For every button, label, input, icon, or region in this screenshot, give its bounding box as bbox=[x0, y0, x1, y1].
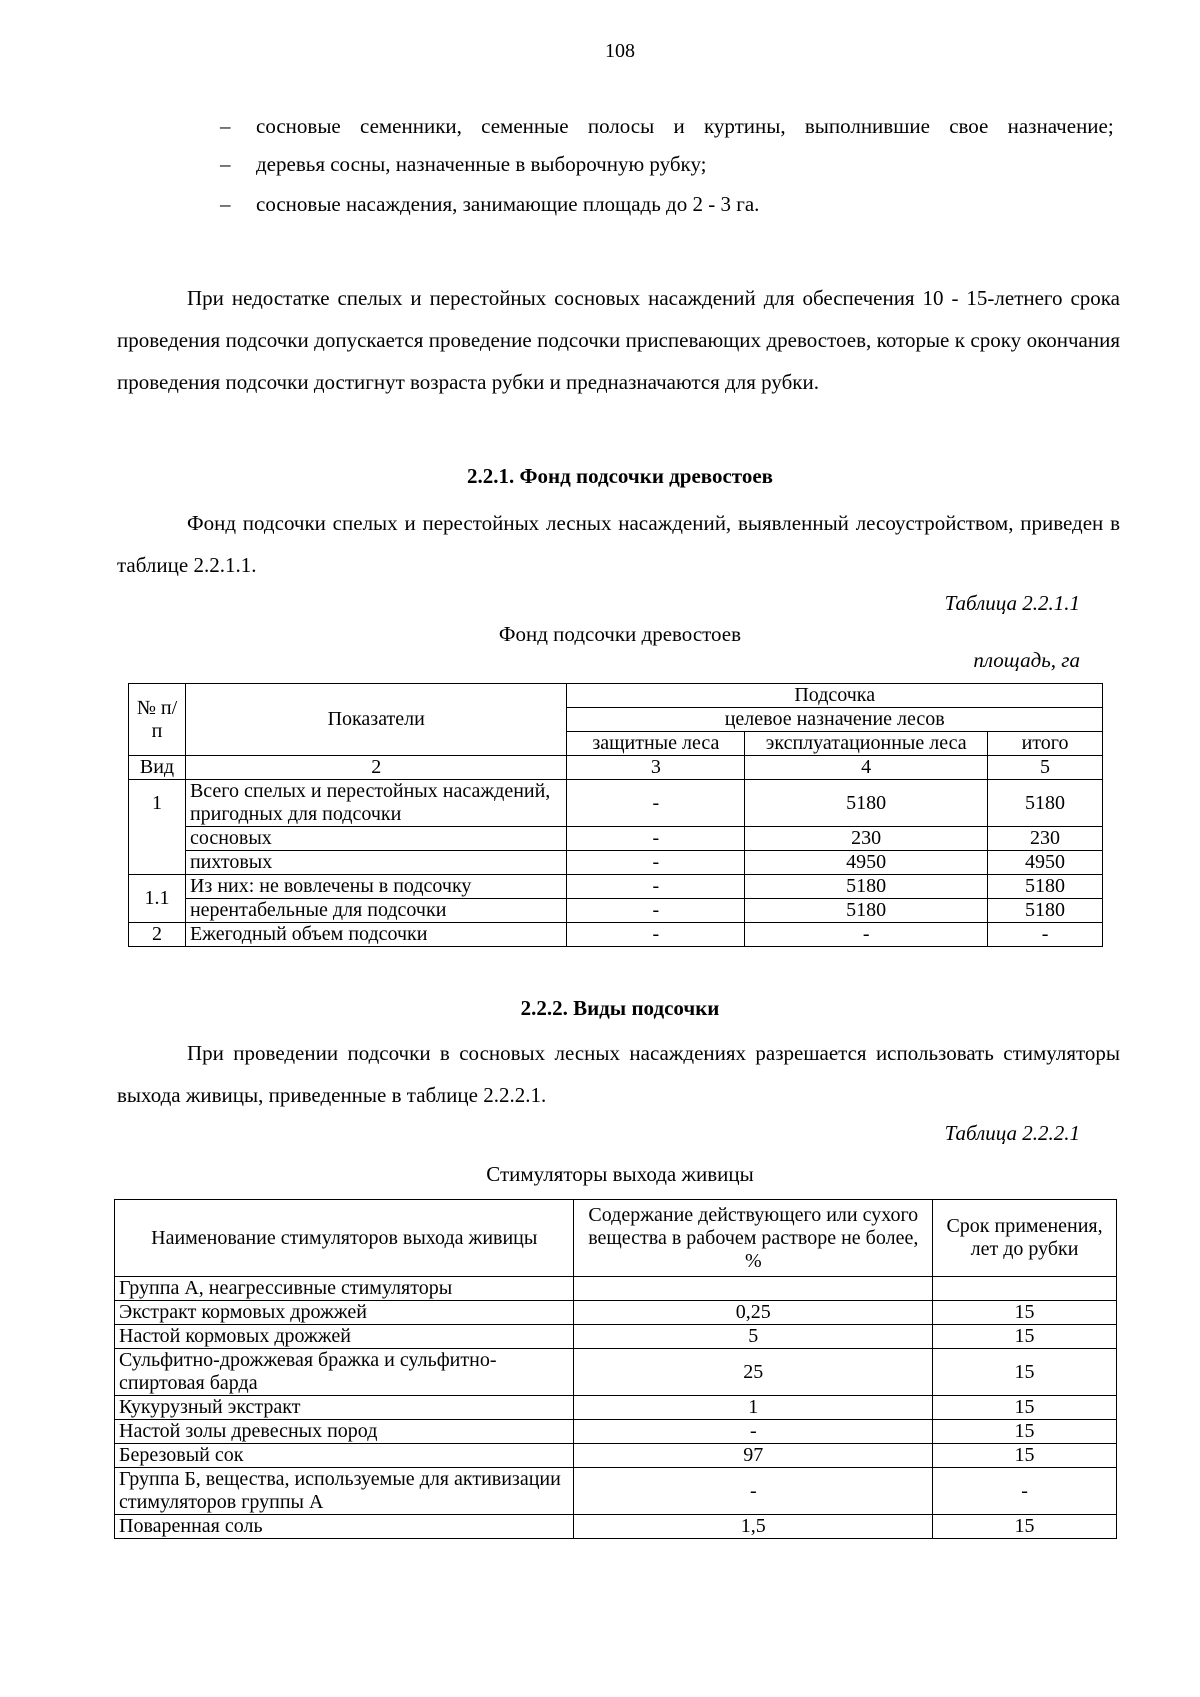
row-exploitation: 4950 bbox=[745, 851, 988, 875]
table2-title: Стимуляторы выхода живицы bbox=[486, 1162, 754, 1186]
bullet-text: сосновые насаждения, занимающие площадь до 2 - 3 га. bbox=[256, 192, 760, 216]
table-row bbox=[115, 1277, 1117, 1301]
table-row bbox=[129, 756, 1103, 780]
header-content: Содержание действующего или сухого вещества в рабочем растворе не более, % bbox=[574, 1200, 933, 1277]
row-protective: - bbox=[567, 923, 745, 947]
row-protective: - bbox=[567, 899, 745, 923]
row-label: нерентабельные для подсочки bbox=[185, 899, 566, 923]
col-number: 2 bbox=[185, 756, 566, 780]
header-exploitation: эксплуатационные леса bbox=[745, 732, 988, 756]
row-content: 1 bbox=[574, 1396, 933, 1420]
row-content bbox=[574, 1277, 933, 1301]
table-row bbox=[129, 923, 1103, 947]
fund-table bbox=[128, 683, 1103, 947]
table-row bbox=[115, 1468, 1117, 1515]
header-protective: защитные леса bbox=[567, 732, 745, 756]
paragraph-shortage: При недостатке спелых и перестойных сосновых насаждений для обеспечения 10 - 15-летнего срока проведения подсочки допускается проведение подсочки приспевающих древостоев, которые к сроку окончания проведения подсочки достигнут возраста рубки и предназначаются для рубки. bbox=[117, 286, 1120, 394]
page-number: 108 bbox=[605, 40, 635, 62]
row-name: Настой золы древесных пород bbox=[115, 1420, 574, 1444]
header-total: итого bbox=[988, 732, 1103, 756]
row-total: - bbox=[988, 923, 1103, 947]
col-number: 4 bbox=[745, 756, 988, 780]
row-total: 5180 bbox=[988, 875, 1103, 899]
table-row bbox=[115, 1349, 1117, 1396]
row-term: 15 bbox=[933, 1325, 1117, 1349]
row-total: 5180 bbox=[988, 899, 1103, 923]
table-row bbox=[115, 1420, 1117, 1444]
row-content: 25 bbox=[574, 1349, 933, 1396]
row-exploitation: 5180 bbox=[745, 875, 988, 899]
table-row bbox=[129, 827, 1103, 851]
table-row bbox=[115, 1515, 1117, 1539]
list-item bbox=[220, 106, 1120, 146]
row-label: пихтовых bbox=[185, 851, 566, 875]
row-name: Группа А, неагрессивные стимуляторы bbox=[115, 1277, 574, 1301]
header-tapping: Подсочка bbox=[567, 684, 1103, 708]
table-row bbox=[129, 875, 1103, 899]
table1-title: Фонд подсочки древостоев bbox=[498, 622, 742, 646]
row-label: Ежегодный объем подсочки bbox=[185, 923, 566, 947]
table-row bbox=[129, 851, 1103, 875]
row-content: - bbox=[574, 1468, 933, 1515]
row-term: 15 bbox=[933, 1444, 1117, 1468]
paragraph-fund: Фонд подсочки спелых и перестойных лесных насаждений, выявленный лесоустройством, приведен в таблице 2.2.1.1. bbox=[117, 511, 1120, 577]
bullet-dash: – bbox=[220, 114, 231, 138]
section-heading-fund: 2.2.1. Фонд подсочки древостоев bbox=[466, 464, 774, 488]
table-row bbox=[115, 1325, 1117, 1349]
row-protective: - bbox=[567, 875, 745, 899]
header-name: Наименование стимуляторов выхода живицы bbox=[115, 1200, 574, 1277]
row-content: 5 bbox=[574, 1325, 933, 1349]
header-purpose: целевое назначение лесов bbox=[567, 708, 1103, 732]
row-content: 0,25 bbox=[574, 1301, 933, 1325]
row-protective: - bbox=[567, 780, 745, 827]
row-term: - bbox=[933, 1468, 1117, 1515]
header-indicators: Показатели bbox=[185, 684, 566, 756]
header-num: № п/п bbox=[129, 684, 186, 756]
table-row bbox=[129, 780, 1103, 827]
row-name: Сульфитно-дрожжевая бражка и сульфитно-спиртовая барда bbox=[115, 1349, 574, 1396]
row-name: Группа Б, вещества, используемые для активизации стимуляторов группы А bbox=[115, 1468, 574, 1515]
row-content: 97 bbox=[574, 1444, 933, 1468]
row-exploitation: 230 bbox=[745, 827, 988, 851]
row-term: 15 bbox=[933, 1349, 1117, 1396]
col-number: 3 bbox=[567, 756, 745, 780]
bullet-text: сосновые семенники, семенные полосы и куртины, выполнившие свое назначение; bbox=[256, 114, 1114, 138]
bullet-dash: – bbox=[220, 152, 231, 176]
row-num: 1 bbox=[129, 780, 186, 875]
table2-label: Таблица 2.2.2.1 bbox=[944, 1121, 1080, 1145]
row-label: Всего спелых и перестойных насаждений, пригодных для подсочки bbox=[185, 780, 566, 827]
bullet-text: деревья сосны, назначенные в выборочную рубку; bbox=[256, 152, 707, 176]
table-row bbox=[115, 1396, 1117, 1420]
table-row bbox=[115, 1301, 1117, 1325]
row-total: 230 bbox=[988, 827, 1103, 851]
row-label: Из них: не вовлечены в подсочку bbox=[185, 875, 566, 899]
row-total: 5180 bbox=[988, 780, 1103, 827]
row-name: Экстракт кормовых дрожжей bbox=[115, 1301, 574, 1325]
row-name: Березовый сок bbox=[115, 1444, 574, 1468]
section-heading-types: 2.2.2. Виды подсочки bbox=[520, 996, 720, 1020]
row-exploitation: 5180 bbox=[745, 899, 988, 923]
row-term: 15 bbox=[933, 1396, 1117, 1420]
table-row bbox=[115, 1444, 1117, 1468]
bullet-list bbox=[220, 106, 1120, 224]
row-term: 15 bbox=[933, 1301, 1117, 1325]
row-protective: - bbox=[567, 851, 745, 875]
row-protective: - bbox=[567, 827, 745, 851]
col-number: Вид bbox=[129, 756, 186, 780]
table-row bbox=[129, 899, 1103, 923]
row-num: 1.1 bbox=[129, 875, 186, 923]
row-num: 2 bbox=[129, 923, 186, 947]
row-label: сосновых bbox=[185, 827, 566, 851]
row-total: 4950 bbox=[988, 851, 1103, 875]
row-term: 15 bbox=[933, 1420, 1117, 1444]
row-name: Кукурузный экстракт bbox=[115, 1396, 574, 1420]
row-content: 1,5 bbox=[574, 1515, 933, 1539]
row-exploitation: - bbox=[745, 923, 988, 947]
row-term bbox=[933, 1277, 1117, 1301]
table1-label: Таблица 2.2.1.1 bbox=[944, 591, 1080, 615]
list-item bbox=[220, 144, 1120, 184]
row-term: 15 bbox=[933, 1515, 1117, 1539]
bullet-dash: – bbox=[220, 192, 231, 216]
row-content: - bbox=[574, 1420, 933, 1444]
list-item bbox=[220, 184, 1120, 224]
stimulators-table bbox=[114, 1199, 1117, 1539]
header-term: Срок применения, лет до рубки bbox=[933, 1200, 1117, 1277]
row-name: Настой кормовых дрожжей bbox=[115, 1325, 574, 1349]
row-exploitation: 5180 bbox=[745, 780, 988, 827]
col-number: 5 bbox=[988, 756, 1103, 780]
row-name: Поваренная соль bbox=[115, 1515, 574, 1539]
paragraph-types: При проведении подсочки в сосновых лесных насаждениях разрешается использовать стимуляторы выхода живицы, приведенные в таблице 2.2.2.1. bbox=[117, 1041, 1120, 1107]
table1-units: площадь, га bbox=[973, 648, 1080, 672]
